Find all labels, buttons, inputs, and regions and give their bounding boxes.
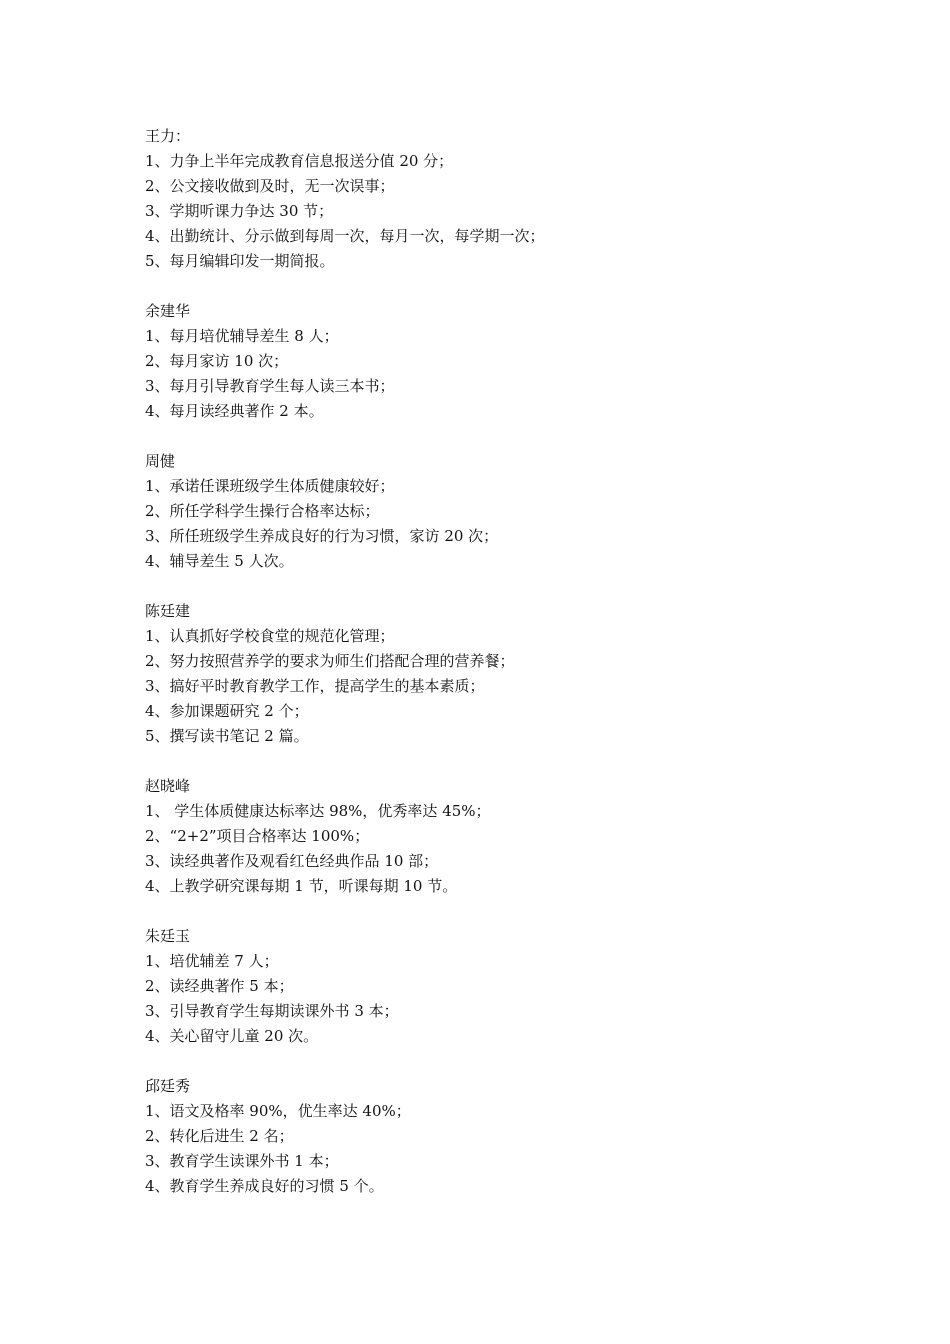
list-item: 3、搞好平时教育教学工作，提高学生的基本素质； — [145, 677, 485, 695]
list-item: 2、转化后进生 2 名； — [145, 1127, 294, 1145]
list-item: 4、参加课题研究 2 个； — [145, 702, 309, 720]
section-qiu-tingxiu — [145, 1074, 845, 1199]
section-chen-tingjian — [145, 599, 845, 749]
list-item: 3、学期听课力争达 30 节； — [145, 202, 334, 220]
list-item: 4、每月读经典著作 2 本。 — [145, 402, 324, 420]
document-page — [145, 124, 845, 1224]
list-item: 1、承诺任课班级学生体质健康较好； — [145, 477, 395, 495]
list-item: 1、培优辅差 7 人； — [145, 952, 279, 970]
list-item: 3、读经典著作及观看红色经典作品 10 部； — [145, 852, 439, 870]
list-item: 4、教育学生养成良好的习惯 5 个。 — [145, 1177, 384, 1195]
list-item: 4、辅导差生 5 人次。 — [145, 552, 294, 570]
section-zhou-jian — [145, 449, 845, 574]
section-wang-li — [145, 124, 845, 274]
section-name: 陈廷建 — [145, 602, 191, 620]
section-zhu-tingyu — [145, 924, 845, 1049]
list-item: 1、语文及格率 90%，优生率达 40%； — [145, 1102, 411, 1120]
list-item: 2、读经典著作 5 本； — [145, 977, 294, 995]
section-name: 余建华 — [145, 302, 191, 320]
list-item: 1、每月培优辅导差生 8 人； — [145, 327, 339, 345]
list-item: 2、努力按照营养学的要求为师生们搭配合理的营养餐； — [145, 652, 515, 670]
list-item: 2、“2+2”项目合格率达 100%； — [145, 827, 370, 845]
list-item: 5、撰写读书笔记 2 篇。 — [145, 727, 309, 745]
section-name: 邱廷秀 — [145, 1077, 191, 1095]
section-name: 周健 — [145, 452, 176, 470]
list-item: 3、每月引导教育学生每人读三本书； — [145, 377, 395, 395]
section-name: 朱廷玉 — [145, 927, 191, 945]
list-item: 1、 学生体质健康达标率达 98%，优秀率达 45%； — [145, 802, 491, 820]
list-item: 5、每月编辑印发一期简报。 — [145, 252, 335, 270]
list-item: 1、认真抓好学校食堂的规范化管理； — [145, 627, 395, 645]
section-zhao-xiaofeng — [145, 774, 845, 899]
list-item: 2、每月家访 10 次； — [145, 352, 289, 370]
list-item: 1、力争上半年完成教育信息报送分值 20 分； — [145, 152, 454, 170]
list-item: 3、引导教育学生每期读课外书 3 本； — [145, 1002, 399, 1020]
list-item: 2、所任学科学生操行合格率达标； — [145, 502, 380, 520]
list-item: 4、上教学研究课每期 1 节，听课每期 10 节。 — [145, 877, 458, 895]
list-item: 3、教育学生读课外书 1 本； — [145, 1152, 339, 1170]
list-item: 2、公文接收做到及时，无一次误事； — [145, 177, 395, 195]
section-name: 王力： — [145, 127, 191, 145]
list-item: 3、所任班级学生养成良好的行为习惯，家访 20 次； — [145, 527, 499, 545]
list-item: 4、关心留守儿童 20 次。 — [145, 1027, 319, 1045]
list-item: 4、出勤统计、分示做到每周一次，每月一次，每学期一次； — [145, 227, 545, 245]
section-yu-jianhua — [145, 299, 845, 424]
section-name: 赵晓峰 — [145, 777, 191, 795]
